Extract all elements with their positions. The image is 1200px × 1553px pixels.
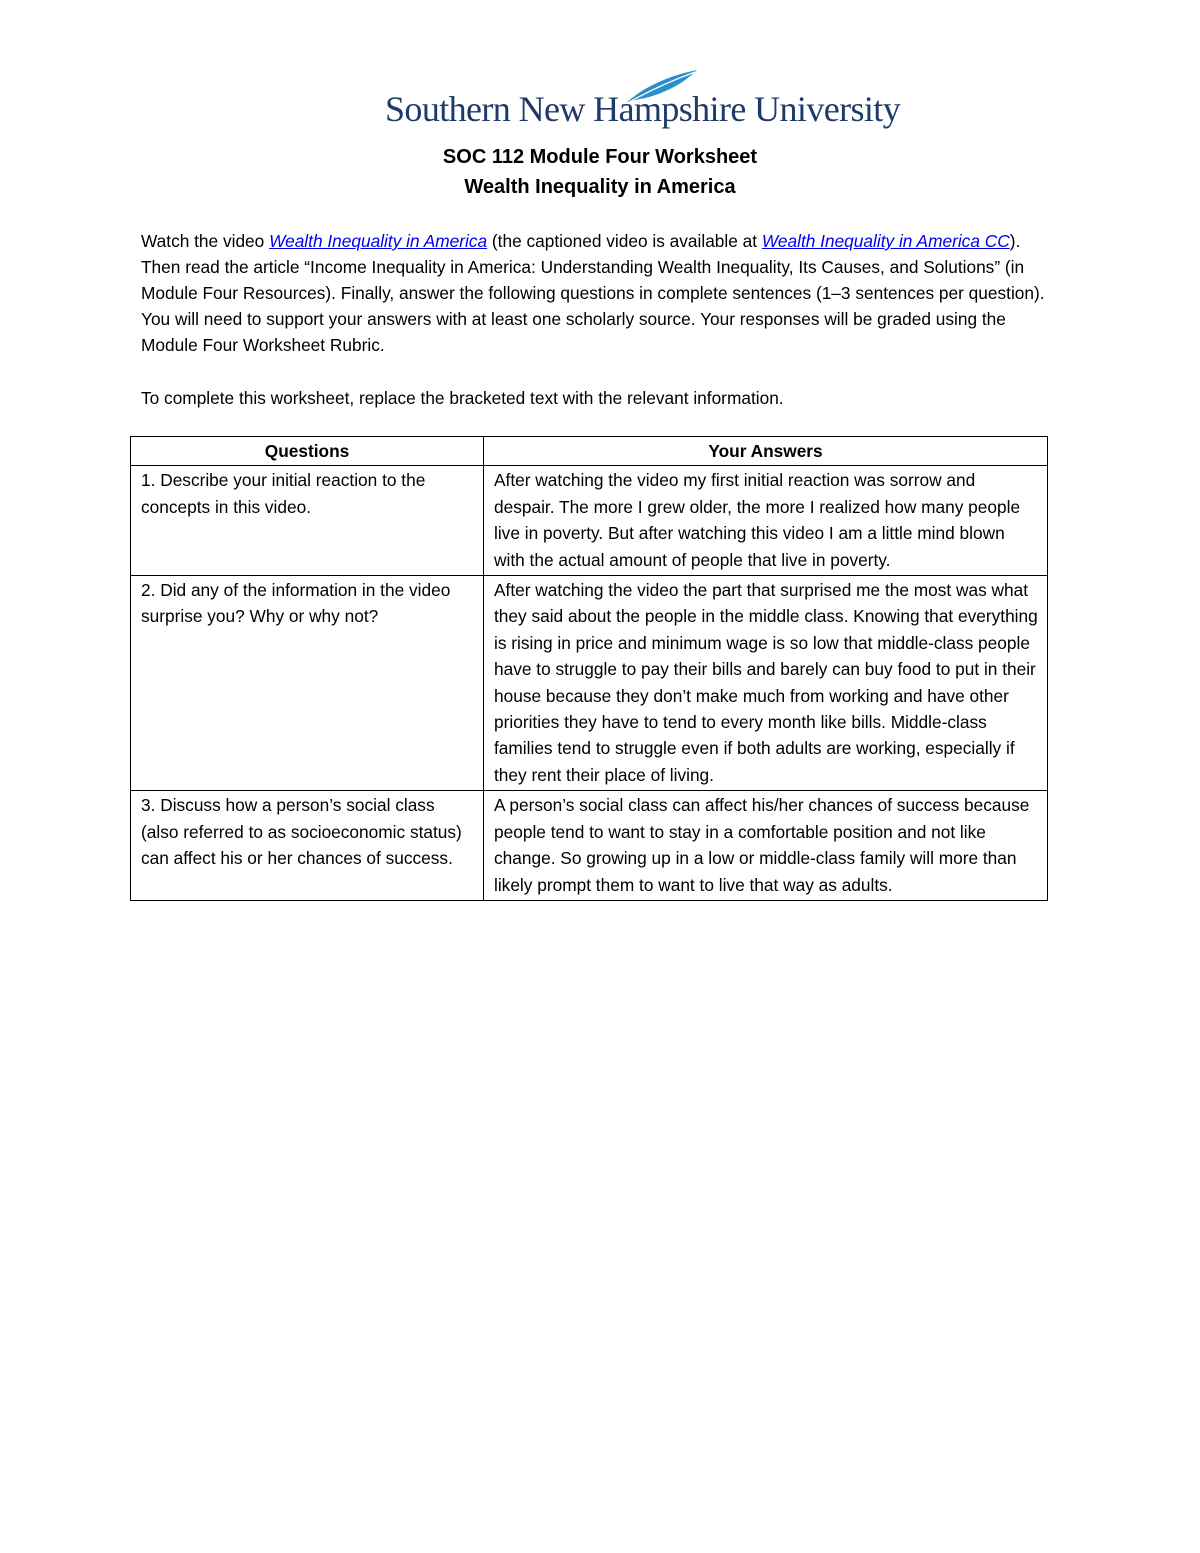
captioned-video-link[interactable]: Wealth Inequality in America CC — [761, 231, 1010, 251]
instruction-paragraph: To complete this worksheet, replace the bracketed text with the relevant information. — [141, 388, 784, 408]
answer-cell[interactable]: A person’s social class can affect his/her chances of success because people tend to want to stay in a comfortable position and not like change. So growing up in a low or middle-class family will more than likely prompt them to want to live that way as adults. — [484, 791, 1048, 901]
logo-wordmark: Southern New Hampshire University — [385, 89, 901, 129]
qa-table — [130, 436, 1048, 901]
answer-cell[interactable]: After watching the video my first initial reaction was sorrow and despair. The more I grew older, the more I realized how many people live in poverty. But after watching this video I am a little mind blown with the actual amount of people that live in poverty. — [484, 466, 1048, 576]
page-subtitle: Wealth Inequality in America — [464, 176, 736, 198]
video-link[interactable]: Wealth Inequality in America — [269, 231, 488, 251]
page-title: SOC 112 Module Four Worksheet — [442, 146, 758, 168]
title-block — [0, 142, 1200, 202]
answers-header: Your Answers — [484, 437, 1048, 466]
table-row — [131, 576, 1048, 791]
intro-text-2: (the captioned video is available at — [487, 231, 762, 251]
table-row — [131, 466, 1048, 576]
intro-text-1: Watch the video — [141, 231, 270, 251]
question-cell: 3. Discuss how a person’s social class (also referred to as socioeconomic status) can affect his or her chances of success. — [131, 791, 484, 901]
intro-paragraph — [141, 228, 1061, 358]
question-cell: 2. Did any of the information in the video surprise you? Why or why not? — [131, 576, 484, 791]
answer-cell[interactable]: After watching the video the part that surprised me the most was what they said about the people in the middle class. Knowing that everything is rising in price and minimum wage is so low that middle-class people have to struggle to pay their bills and barely can buy food to put in their house because they don’t make much from working and have other priorities they have to tend to every month like bills. Middle-class families tend to struggle even if both adults are working, especially if they rent their place of living. — [484, 576, 1048, 791]
question-cell: 1. Describe your initial reaction to the concepts in this video. — [131, 466, 484, 576]
table-header-row — [131, 437, 1048, 466]
questions-header: Questions — [131, 437, 484, 466]
university-logo — [385, 68, 901, 138]
intro-text-3: ). Then read the article “Income Inequality in America: Understanding Wealth Inequality, Its Causes, and Solutions” (in Module Four Resources). Finally, answer the following questions in complete sentences (1–3 sentences per question). You will need to support your answers with at least one scholarly source. Your responses will be graded using the Module Four Worksheet Rubric. — [141, 231, 1045, 355]
table-row — [131, 791, 1048, 901]
